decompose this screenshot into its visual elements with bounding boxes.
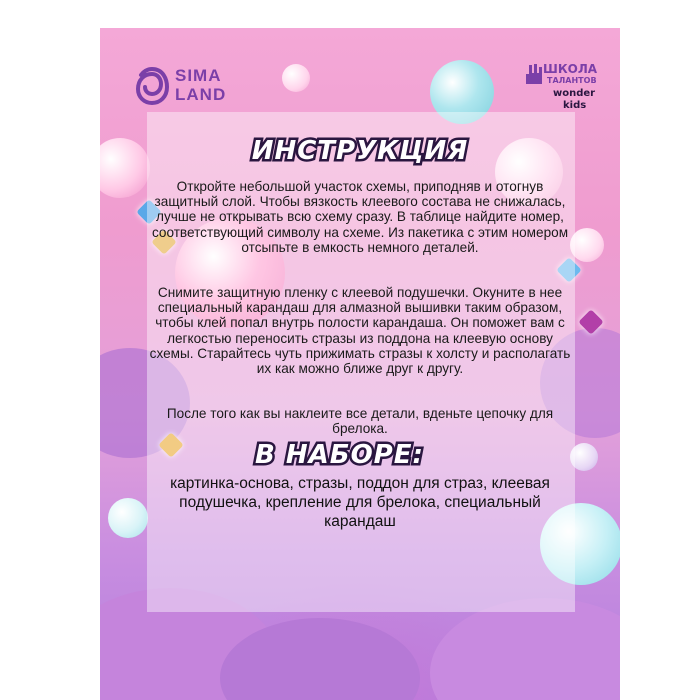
- simaland-logo: [135, 65, 226, 105]
- partner-line1: ШКОЛА: [543, 62, 598, 76]
- bubble-decoration: [570, 228, 604, 262]
- instruction-paragraph-3: После того как вы наклеите все детали, вденьте цепочку для брелока.: [166, 406, 554, 437]
- bubble-decoration: [282, 64, 310, 92]
- brand-line1: SIMA: [175, 66, 222, 85]
- wonder-kids-logo: [523, 60, 603, 120]
- partner-line3: wonder: [553, 88, 596, 99]
- instruction-paragraph-1: Откройте небольшой участок схемы, приподняв и отогнув защитный слой. Чтобы вязкость клеевого состава не снижалась, лучше не открывать всю схему сразу. В таблице найдите номер, соответствующий символу на схеме. Из пакетика с этим номером отсыпьте в емкость немного деталей.: [151, 179, 569, 255]
- kit-heading: В НАБОРЕ:: [255, 440, 424, 470]
- cloud-decoration: [430, 598, 620, 700]
- instruction-paragraph-2: Снимите защитную пленку с клеевой подушечки. Окуните в нее специальный карандаш для алмазной вышивки таким образом, чтобы клей попал внутрь полости карандаша. Он поможет вам с легкостью переносить стразы из поддона на клеевую основу схемы. Старайтесь чуть прижимать стразы к холсту и располагать их как можно ближе друг к другу.: [149, 285, 571, 377]
- brand-line2: LAND: [175, 85, 227, 104]
- simaland-icon: [135, 65, 169, 105]
- instruction-heading: ИНСТРУКЦИЯ: [251, 136, 469, 166]
- package-back: [100, 28, 620, 700]
- paint-hand-icon: [523, 62, 545, 86]
- partner-line4: kids: [563, 100, 587, 111]
- partner-line2: ТАЛАНТОВ: [547, 76, 597, 85]
- kit-contents: картинка-основа, стразы, поддон для страз, клеевая подушечка, крепление для брелока, специальный карандаш: [170, 475, 550, 530]
- bubble-decoration: [108, 498, 148, 538]
